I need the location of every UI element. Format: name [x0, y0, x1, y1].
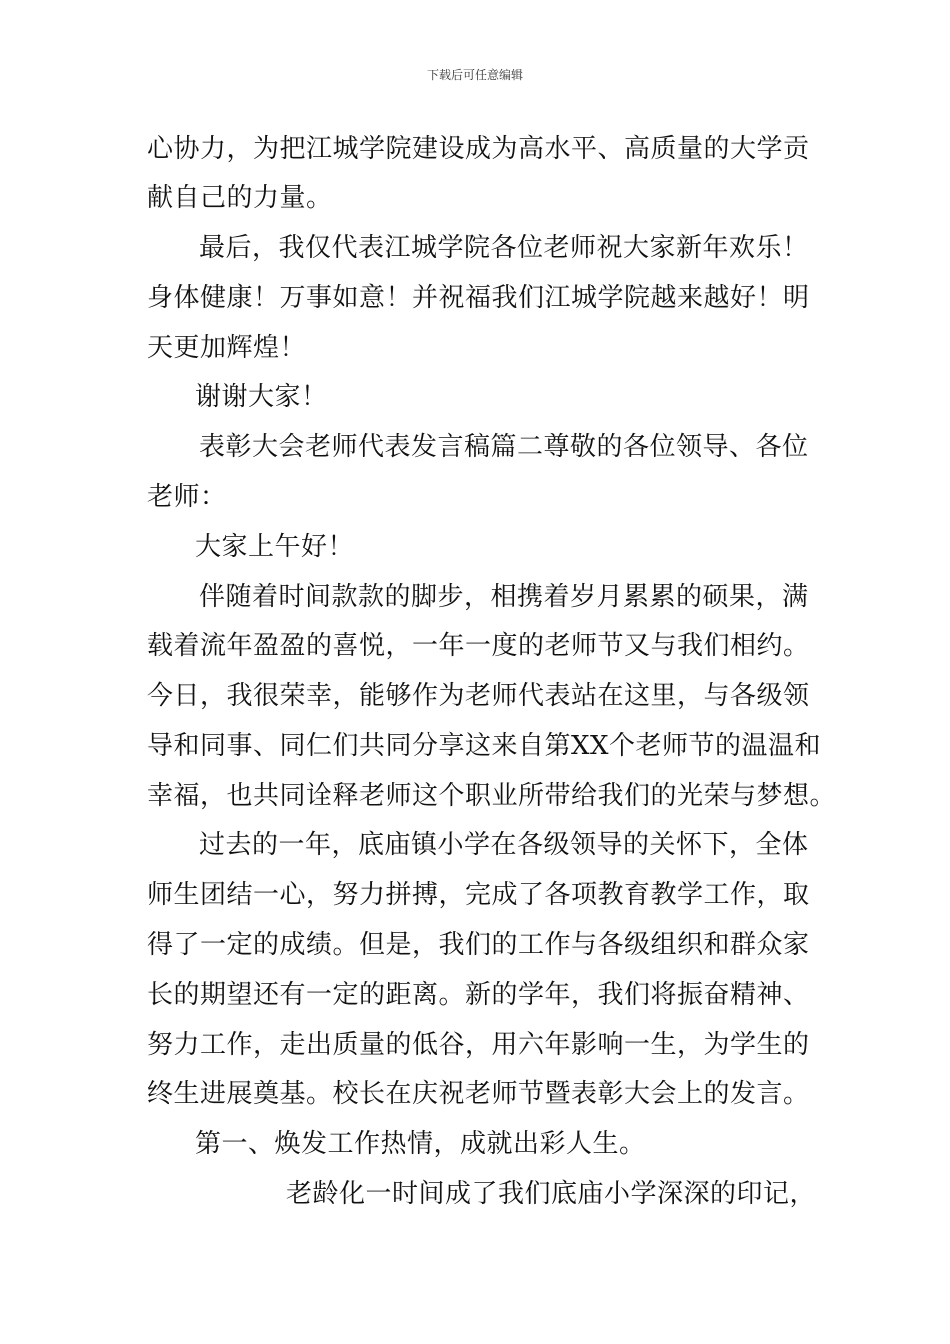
text-line: 终生进展奠基。校长在庆祝老师节暨表彰大会上的发言。	[147, 1079, 810, 1109]
text-line: 心协力，为把江城学院建设成为高水平、高质量的大学贡	[147, 134, 810, 164]
text-line: 载着流年盈盈的喜悦，一年一度的老师节又与我们相约。	[147, 631, 810, 661]
text-line: 师生团结一心，努力拼搏，完成了各项教育教学工作，取	[147, 880, 810, 910]
text-line: 表彰大会老师代表发言稿篇二尊敬的各位领导、各位	[199, 432, 809, 462]
text-line: 今日，我很荣幸，能够作为老师代表站在这里，与各级领	[147, 681, 810, 711]
page-header: 下载后可任意编辑	[426, 68, 523, 82]
text-line: 身体健康！万事如意！并祝福我们江城学院越来越好！明	[147, 283, 810, 313]
text-line: 第一、焕发工作热情，成就出彩人生。	[195, 1129, 646, 1159]
text-line: 谢谢大家！	[195, 382, 328, 412]
text-line: 过去的一年，底庙镇小学在各级领导的关怀下，全体	[199, 830, 809, 860]
text-line: 长的期望还有一定的距离。新的学年，我们将振奋精神、	[147, 980, 810, 1010]
text-line: 老师：	[147, 482, 227, 512]
text-line: 导和同事、同仁们共同分享这来自第XX个老师节的温温和	[147, 731, 822, 761]
text-line: 得了一定的成绩。但是，我们的工作与各级组织和群众家	[147, 930, 810, 960]
text-line: 老龄化一时间成了我们底庙小学深深的印记，	[286, 1179, 817, 1209]
text-line: 伴随着时间款款的脚步，相携着岁月累累的硕果，满	[199, 582, 809, 612]
text-line: 努力工作，走出质量的低谷，用六年影响一生，为学生的	[147, 1030, 810, 1060]
text-line: 大家上午好！	[195, 532, 355, 562]
text-line: 天更加辉煌！	[147, 333, 307, 363]
text-line: 最后，我仅代表江城学院各位老师祝大家新年欢乐！	[199, 233, 809, 263]
text-line: 献自己的力量。	[147, 183, 333, 213]
text-line: 幸福，也共同诠释老师这个职业所带给我们的光荣与梦想。	[147, 781, 837, 811]
